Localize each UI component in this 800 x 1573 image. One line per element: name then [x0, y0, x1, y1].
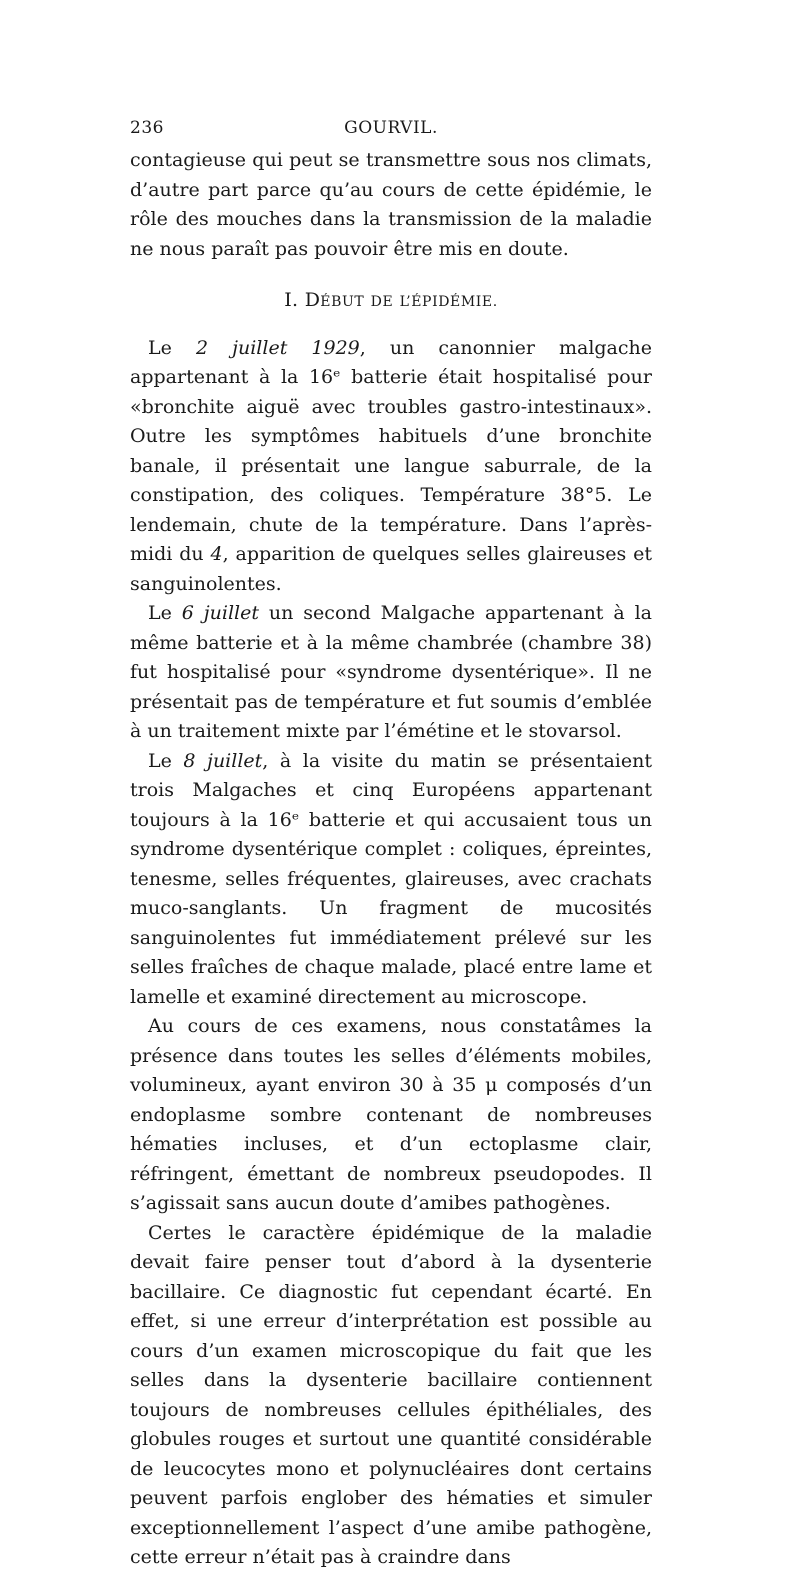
- paragraph-text: , apparition de quelques selles glaireuses et sanguinolentes.: [130, 543, 652, 595]
- paragraph: [130, 334, 652, 600]
- paragraph: Au cours de ces examens, nous constatâmes la présence dans toutes les selles d’éléments mobiles, volumineux, ayant environ 30 à 35 μ composés d’un endoplasme sombre contenant de nombreuses hématies incluses, et d’un ectoplasme clair, réfringent, émettant de nombreux pseudopodes. Il s’agissait sans aucun doute d’amibes pathogènes.: [130, 1015, 652, 1214]
- body-text: [130, 146, 652, 1573]
- paragraph: Certes le caractère épidémique de la maladie devait faire penser tout d’abord à la dysenterie bacillaire. Ce diagnostic fut cependant écarté. En effet, si une erreur d’interprétation est possible au cours d’un examen microscopique du fait que les selles dans la dysenterie bacillaire contiennent toujours de nombreuses cellules épithéliales, des globules rouges et surtout une quantité considérable de leucocytes mono et polynucléaires dont certains peuvent parfois englober des hématies et simuler exceptionnellement l’aspect d’une amibe pathogène, cette erreur n’était pas à craindre dans: [130, 1221, 652, 1568]
- paragraph: [130, 747, 652, 1013]
- section-title-word: L’ÉPIDÉMIE.: [399, 294, 498, 310]
- section-heading: [130, 286, 652, 318]
- running-title: GOURVIL.: [344, 118, 438, 138]
- page-number: 236: [130, 118, 164, 138]
- date-emphasis: 4: [210, 543, 223, 565]
- paragraph-text: , un canonnier malgache appartenant à la 16ᵉ batterie était hospitalisé pour «bronchite aiguë avec troubles gastro-intestinaux». Outre les symptômes habituels d’une bronchite banale, il présentait une langue saburrale, de la constipation, des coliques. Température 38°5. Le lendemain, chute de la température. Dans l’après-midi du: [130, 336, 653, 565]
- section-title-word: DE: [370, 294, 394, 310]
- date-emphasis: 8 juillet: [183, 749, 263, 772]
- paragraph: [130, 599, 652, 747]
- paragraph-lead: Le: [148, 336, 196, 359]
- running-head: [130, 118, 652, 146]
- section-numeral: I.: [284, 289, 299, 311]
- paragraph-lead: Le: [148, 602, 182, 624]
- section-title-initial: D: [304, 289, 321, 311]
- paragraph-text: un second Malgache appartenant à la même batterie et à la même chambrée (chambre 38) fut hospitalisé pour «syndrome dysentérique». Il ne présentait pas de température et fut soumis d’emblée à un traitement mixte par l’émétine et le stovarsol.: [130, 602, 652, 742]
- date-emphasis: 2 juillet 1929: [195, 336, 360, 359]
- date-emphasis: 6 juillet: [181, 602, 260, 624]
- paragraph-continuation: contagieuse qui peut se transmettre sous nos climats, d’autre part parce qu’au cours de cette épidémie, le rôle des mouches dans la transmission de la maladie ne nous paraît pas pouvoir être mis en doute.: [130, 149, 652, 260]
- book-page: [130, 118, 652, 1573]
- paragraph-lead: Le: [148, 749, 184, 772]
- section-title-word: ÉBUT: [320, 294, 365, 310]
- paragraph-text: , à la visite du matin se présentaient trois Malgaches et cinq Européens appartenant toujours à la 16ᵉ batterie et qui accusaient tous un syndrome dysentérique complet : coliques, épreintes, tenesme, selles fréquentes, glaireuses, avec crachats muco-sanglants. Un fragment de mucosités sanguinolentes fut immédiatement prélevé sur les selles fraîches de chaque malade, placé entre lame et lamelle et examiné directement au microscope.: [130, 749, 652, 1008]
